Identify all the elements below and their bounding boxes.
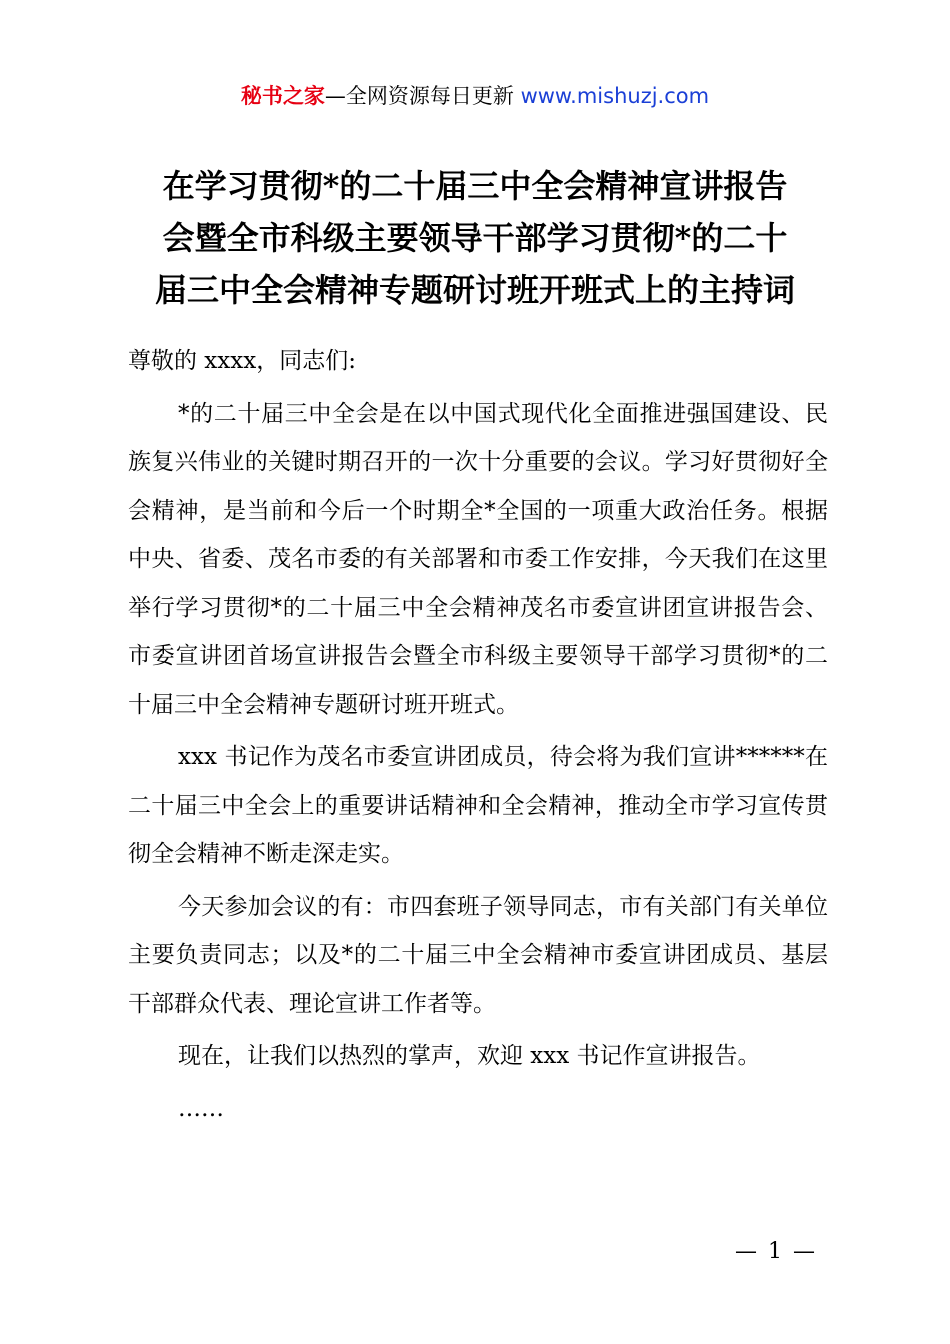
document-title [105,160,845,316]
site-brand: 秘书之家 [240,84,325,108]
site-url[interactable]: www.mishuzj.com [520,84,710,108]
paragraph-4: 现在，让我们以热烈的掌声，欢迎 xxx 书记作宣讲报告。 [178,1043,761,1069]
salutation: 尊敬的 xxxx，同志们: [128,348,356,374]
paragraph-3: 今天参加会议的有：市四套班子领导同志，市有关部门有关单位主要负责同志；以及*的二十届三中全会精神市委宣讲团成员、基层干部群众代表、理论宣讲工作者等。 [128,893,828,1017]
site-watermark-header [0,80,950,112]
paragraph-ellipsis: …… [178,1095,224,1122]
paragraph-1: *的二十届三中全会是在以中国式现代化全面推进强国建设、民族复兴伟业的关键时期召开的一次十分重要的会议。学习好贯彻好全会精神，是当前和今后一个时期全*全国的一项重大政治任务。根据中央、省委、茂名市委的有关部署和市委工作安排，今天我们在这里举行学习贯彻*的二十届三中全会精神茂名市委宣讲团宣讲报告会、市委宣讲团首场宣讲报告会暨全市科级主要领导干部学习贯彻*的二十届三中全会精神专题研讨班开班式。 [128,400,828,718]
paragraph-2: xxx 书记作为茂名市委宣讲团成员，待会将为我们宣讲******在二十届三中全会上的重要讲话精神和全会精神，推动全市学习宣传贯彻全会精神不断走深走实。 [128,744,828,867]
page-number: — 1 — [735,1239,817,1264]
site-tagline: —全网资源每日更新 [324,84,521,108]
title-line-1: 在学习贯彻*的二十届三中全会精神宣讲报告 [162,167,788,205]
document-body [128,337,828,1133]
title-line-2: 会暨全市科级主要领导干部学习贯彻*的二十 [162,219,788,257]
title-line-3: 届三中全会精神专题研讨班开班式上的主持词 [154,271,795,309]
